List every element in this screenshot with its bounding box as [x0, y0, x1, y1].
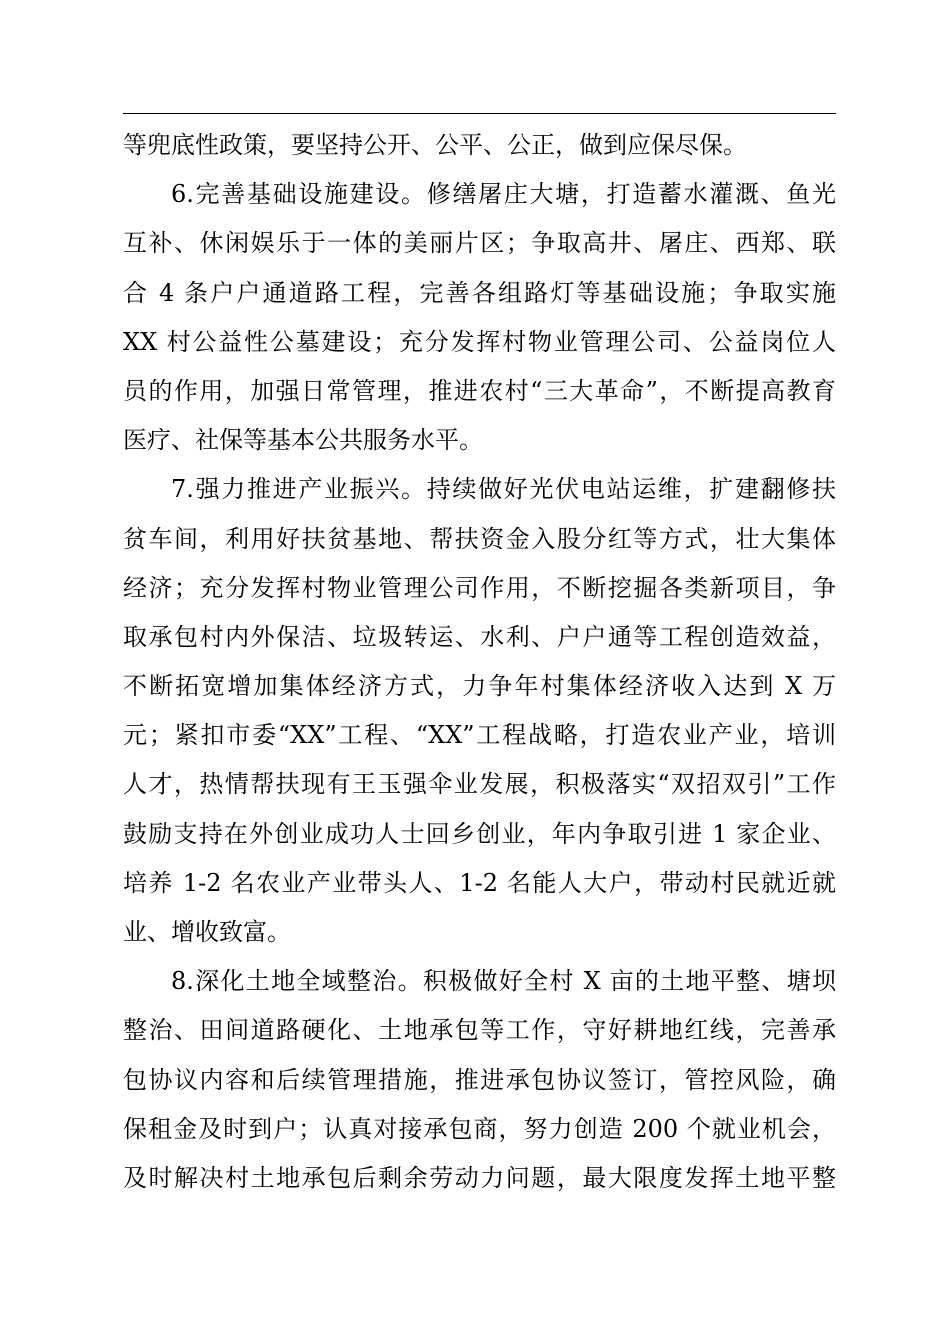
text-line: 业、增收致富。	[123, 918, 291, 946]
text-line: 保租金及时到户；认真对接承包商，努力创造 200 个就业机会，	[123, 1114, 836, 1143]
text-line: 医疗、社保等基本公共服务水平。	[123, 426, 483, 455]
text-line: 鼓励支持在外创业成功人士回乡创业，年内争取引进 1 家企业、	[123, 819, 836, 848]
body-text	[123, 121, 836, 1203]
text-line: 元；紧扣市委“XX”工程、“XX”工程战略，打造农业产业，培训	[123, 721, 836, 750]
section-8-heading-line: 8.深化土地全域整治。积极做好全村 X 亩的土地平整、塘坝	[171, 967, 836, 996]
text-line: 员的作用，加强日常管理，推进农村“三大革命”，不断提高教育	[123, 376, 836, 405]
text-line: 不断拓宽增加集体经济方式，力争年村集体经济收入达到 X 万	[123, 672, 836, 701]
text-line: 互补、休闲娱乐于一体的美丽片区；争取高井、屠庄、西郑、联	[123, 229, 836, 258]
section-7-heading-line: 7.强力推进产业振兴。持续做好光伏电站运维，扩建翻修扶	[171, 475, 836, 504]
text-line: 包协议内容和后续管理措施，推进承包协议签订，管控风险，确	[123, 1065, 836, 1094]
text-line: 经济；充分发挥村物业管理公司作用，不断挖掘各类新项目，争	[123, 573, 836, 602]
text-line: 合 4 条户户通道路工程，完善各组路灯等基础设施；争取实施	[123, 278, 836, 307]
text-line: 整治、田间道路硬化、土地承包等工作，守好耕地红线，完善承	[123, 1016, 836, 1045]
header-rule	[123, 113, 836, 114]
text-line: 等兜底性政策，要坚持公开、公平、公正，做到应保尽保。	[123, 131, 747, 159]
section-6-heading-line: 6.完善基础设施建设。修缮屠庄大塘，打造蓄水灌溉、鱼光	[171, 180, 836, 209]
text-line: 人才，热情帮扶现有王玉强伞业发展，积极落实“双招双引”工作	[123, 770, 836, 799]
text-line: XX 村公益性公墓建设；充分发挥村物业管理公司、公益岗位人	[123, 327, 836, 356]
text-line: 取承包村内外保洁、垃圾转运、水利、户户通等工程创造效益，	[123, 622, 836, 651]
text-line: 贫车间，利用好扶贫基地、帮扶资金入股分红等方式，壮大集体	[123, 524, 836, 553]
text-line: 及时解决村土地承包后剩余劳动力问题，最大限度发挥土地平整	[123, 1163, 836, 1192]
text-line: 培养 1-2 名农业产业带头人、1-2 名能人大户，带动村民就近就	[123, 868, 836, 897]
